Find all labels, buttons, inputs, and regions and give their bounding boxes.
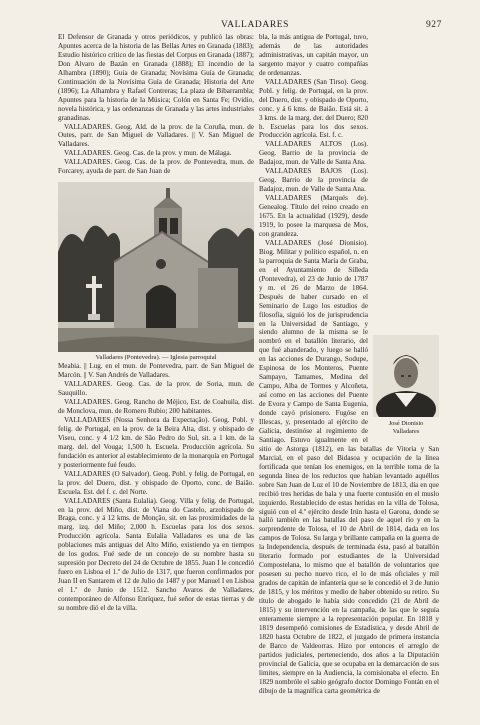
entry-valladares-pontevedra: VALLADARES. Geog. Cas. de la prov. de Pontevedra, mun. de Forcarey, ayuda de parr. de San Juan de [58,158,254,176]
entry-valladares-coruna: VALLADARES. Geog. Ald. de la prov. de la Coruña, mun. de Outes, parr. de San Miguel de Valladares. || V. San Miguel de Valladares. [58,122,254,149]
portrait-caption-line1: José Dionisio [388,420,424,427]
entry-valladares-salvador: VALLADARES (O Salvador). Geog. Pobl. y felig. de Portugal, en la prov. del Duero, dist. y obispado de Oporto, conc. de Baião. Escuela. Est. del f. c. del Norte. [58,469,254,496]
church-photo-image [58,182,254,352]
running-head [68,20,442,34]
portrait-caption-line2: Valladares [392,427,420,435]
entry-continuation-meabia: Meabia. || Lug. en el mun. de Pontevedra, parr. de San Miguel de Marcón. || V. San Andrés de Valladares. [58,362,254,380]
entry-valladares-santa-eulalia: VALLADARES (Santa Eulalia). Geog. Villa y felig. de Portugal, en la prov. del Miño, dist. de Viana do Castelo, arzobispado de Braga, conc. y á 12 kms. de Monção, sit. en las proximidades de la marg. izq. del Miño; 2,000 h. Escuelas para los dos sexos. Producción agrícola. Santa Eulalia Valladares es una de las poblaciones más antiguas del Alto Miño, existiendo ya en tiempos de los godos. Fué sede de un concejo de su nombre hasta su supresión por Decreto del 24 de Octubre de 1855. Juan I le concedió fuero en Lisboa el 1.º de Julio de 1317, que fueron confirmados por Juan II en Santarem el 12 de Julio de 1487 y por Manuel I en Lisboa el 1.º de Junio de 1512. Sancho Avaros de Valladares, contemporáneo de Alfonso Enríquez, fué señor de estas tierras y de su nombre dió el de la villa. [58,496,254,612]
running-head-title: VALLADARES [220,20,290,30]
portrait-image [373,335,439,417]
entry-valladares-malaga: VALLADARES. Geog. Cas. de la prov. y mun. de Málaga. [64,149,232,158]
entry-valladares-bajos: VALLADARES BAJOS (Los). Geog. Barrio de la provincia de Badajoz, mun. de Valle de Santa Ana. [259,167,368,194]
entry-valladares-altos: VALLADARES ALTOS (Los). Geog. Barrio de la provincia de Badajoz, mun. de Valle de Santa Ana. [259,140,368,167]
portrait-block [373,335,439,435]
portrait-drawing [373,335,439,417]
left-opening-paragraph: El Defensor de Granada y otros periódicos, y publicó las obras: Apuntes acerca de la historia de las Bellas Artes en Granada (1883); Estudio histórico crítico de las fiestas del Corpus en Granada (1887); Don Alvaro de Bazán en Granada (1888); El incendio de la Alhambra (1890); Guía de Granada; Novísima Guía de Granada; Continuación de la Novísima Guía de Granada; Historia del Arte (1896); La Alhambra y Rafael Contreras; La plaza de Bibarrambla; Apuntes para la historia de la Música; Colón en Santa Fe; Ovidio, novela histórica, y las ordenanzas de Granada y las artes industriales granadinas. [58,33,254,122]
portrait-caption [373,420,439,435]
photo-caption: Valladares (Pontevedra). — Iglesia parroquial [95,354,217,362]
left-column [58,33,254,717]
page-number: 927 [425,20,442,30]
entry-valladares-soria: VALLADARES. Geog. Cas. de la prov. de Soria, mun. de Sauquillo. [58,380,254,398]
right-opening-paragraph: bla, la más antigua de Portugal, tuvo, además de las autoridades administrativas, un capitán mayor, un sargento mayor y cuatro compañías de ordenanzas. [259,33,368,77]
entry-valladares-expectacao: VALLADARES (Nossa Senhora da Expectação). Geog. Pobl. y felig. de Portugal, en la prov. de la Beira Alta, dist. y obispado de Viseu, conc. y 4 1/2 km. de São Pedro do Sul, sit. a 1 km. de la marg. del. del Vouga; 1,500 h. Escuela. Producción agrícola. Su fundación es anterior al establecimiento de la monarquía en Portugal y posteriormente fué feudo. [58,415,254,469]
entry-marques-valladares: VALLADARES (Marqués de). Genealog. Título del reino creado en 1675. En la actualidad (1929), desde 1919, lo posee la marquesa de Mos, con grandeza. [259,194,368,238]
church-photo [58,182,254,352]
entry-valladares-mejico: VALLADARES. Geog. Rancho de Méjico, Est. de Coahuila, dist. de Monclova, mun. de Romero Rubio; 200 habitantes. [58,398,254,416]
entry-jose-dionisio-valladares: VALLADARES (José Dionisio). Biog. Militar y político español, n. en la parroquia de Santa María de Graba, en el Ayuntamiento de Silleda (Pontevedra), el 23 de Junio de 1787 y m. el 26 de Marzo de 1864. Después de haber cursado en el Seminario de Lugo los estudios de filosofía, siguió los de jurisprudencia en la Universidad de Santiago, y siendo alumno de la misma se le nombró en el batallón literario, del que fué abanderado, y luego se halló en las acciones de Durango, Sodupe, Espinosa de los Monteros, Puente Sampayo, Tamames, Medina del Campo, Alba de Tormes y Alcoñeta, así como en las acciones del Puente de Evora y Campo de Santa Eugenia, donde cayó prisionero. Fugóse en Illescas, y, presentado al ejército de Galicia, destinóse al regimiento de Santiago. Estuvo igualmente en el sitio de Astorga (1812), en las batallas de Vitoria y San Marcial, en el paso del Bidasoa y ocupación de la línea fortificada que tenían los enemigos, en la terrible toma de la segunda línea de los reductos que habían levantado aquéllos sobre San Juan de Luz el 10 de Noviembre de 1813, día en que recibió tres heridas de bala y una fuerte contusión en el muslo izquierdo. Restablecido de estas heridas en la villa de Tolosa, siguió con el 4.º ejército desde Irún hasta el Garona, donde se halló también en las batallas del paso de aquel río y en la sorprendente de Tolosa, el 10 de Abril de 1814, dada en los campos de Tolosa. Su larga y brillante campaña en la guerra de la Independencia, después de terminada ésta, pasó al batallón literario formado por estudiantes de la Universidad Compostelana, lo mismo que el batallón de voluntarios que posesen su pecho nuevo rico, el lo de más oficiales y mil grados de capitán de infantería que se le concedió el 3 de Junio de 1815, y los méritos y medio de haber obtenido su retiro. Su título de abogado le había sido concedido (21 de Abril de 1815) y su intervención en la campaña, de las que le seguía enteramente siempre a la representación popular. En 1818 y 1819 desempeñó comisiones de Estadística, y desde Abril de 1820 hasta Octubre de 1822, el juzgado de primera instancia de Barco de Valdeorras. Hizo por entonces el arreglo de partidos judiciales, perteneciendo, dos años a la Diputación provincial de Galicia, que se ocupaba en la demarcación de sus limites, siempre en la Audiencia, la comisionaba el efecto. En 1829 nombróle el sabio geógrafo doctor Domingo Fontán en el dibujo de la magnífica carta geométrica de [259,238,439,695]
entry-valladares-san-tirso: VALLADARES (San Tirso). Geog. Pobl. y felig. de Portugal, en la prov. del Duero, dist. y obispado de Oporto, conc. y á 6 kms. de Baião. Está sit. á 3 kms. de la marg. der. del Duero; 820 h. Escuelas para los dos sexos. Producción agrícola. Est. f. c. [259,77,368,140]
right-column [259,33,439,717]
